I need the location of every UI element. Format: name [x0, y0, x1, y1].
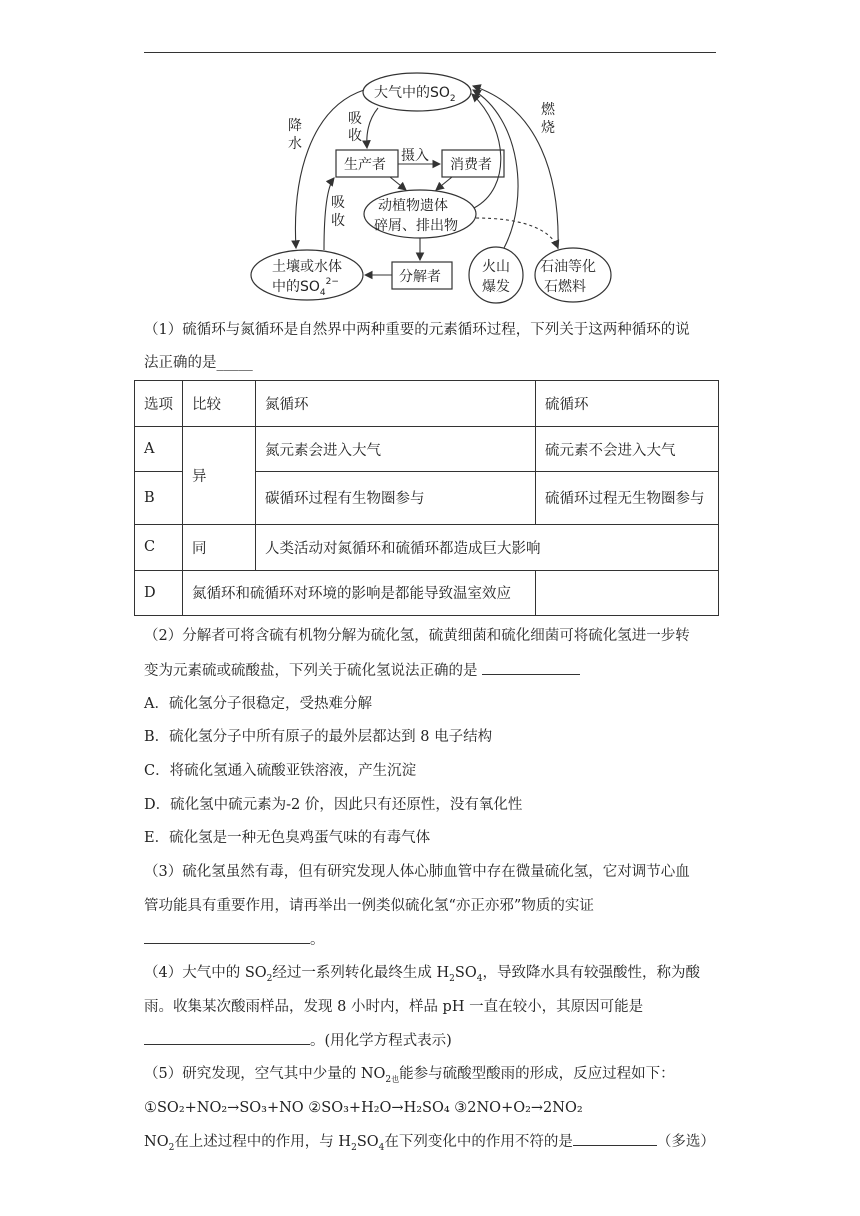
header-option: 选项: [135, 381, 183, 427]
sulfur-cycle-diagram: [240, 68, 620, 308]
q1-line1: （1）硫循环与氮循环是自然界中两种重要的元素循环过程，下列关于这两种循环的说: [144, 322, 690, 338]
row-a-sulfur: 硫元素不会进入大气: [536, 427, 719, 472]
q5-reactions: ①SO₂+NO₂→SO₃+NO ②SO₃+H₂O→H₂SO₄ ③2NO+O₂→2NO₂: [144, 1100, 583, 1116]
header-sulfur: 硫循环: [536, 381, 719, 427]
atmosphere-label: 大气中的$SO_2$: [374, 85, 456, 104]
answer-blank[interactable]: [573, 1131, 657, 1146]
label-absorb-top-1: 吸: [348, 111, 362, 127]
q4-line2: 雨。收集某次酸雨样品，发现 8 小时内，样品 pH 一直在较小，其原因可能是: [144, 999, 644, 1015]
label-absorb-left-1: 吸: [331, 195, 345, 211]
q2-option-b: B．硫化氢分子中所有原子的最外层都达到 8 电子结构: [144, 729, 493, 745]
row-b-label: B: [135, 472, 183, 524]
q2-option-e: E．硫化氢是一种无色臭鸡蛋气味的有毒气体: [144, 830, 431, 846]
arrow-absorb-top: [367, 108, 378, 148]
answer-blank[interactable]: [144, 1030, 310, 1045]
q2-option-a: A．硫化氢分子很稳定，受热难分解: [144, 696, 372, 712]
row-d-text: 氮循环和硫循环对环境的影响是都能导致温室效应: [183, 570, 536, 615]
row-b-sulfur: 硫循环过程无生物圈参与: [536, 472, 719, 524]
q4-line3: 。(用化学方程式表示): [144, 1030, 719, 1051]
remains-line1: 动植物遗体: [378, 198, 448, 214]
fossil-line1: 石油等化: [540, 259, 596, 275]
diff-cell: 异: [183, 427, 256, 524]
label-ingest: 摄入: [401, 148, 429, 164]
header-nitrogen: 氮循环: [256, 381, 536, 427]
answer-blank[interactable]: [144, 929, 310, 944]
label-rain-2: 水: [288, 136, 302, 152]
arrow-remains-fossil: [476, 218, 558, 248]
label-burn-1: 燃: [541, 102, 555, 118]
row-c-label: C: [135, 524, 183, 570]
q2-line1: （2）分解者可将含硫有机物分解为硫化氢，硫黄细菌和硫化细菌可将硫化氢进一步转: [144, 628, 690, 644]
q5-line3: $NO_2$在上述过程中的作用，与 $H_2SO_4$在下列变化中的作用不符的是 （多选）: [144, 1131, 719, 1158]
producer-label: 生产者: [344, 157, 386, 173]
row-a-nitrogen: 氮元素会进入大气: [256, 427, 536, 472]
consumer-label: 消费者: [450, 157, 492, 173]
soil-line1: 土壤或水体: [272, 259, 342, 275]
label-absorb-top-2: 收: [348, 128, 362, 144]
volcano-line1: 火山: [482, 259, 510, 275]
remains-line2: 碎屑、排出物: [374, 218, 458, 234]
label-burn-2: 烧: [541, 120, 555, 136]
row-c-text: 人类活动对氮循环和硫循环都造成巨大影响: [256, 524, 719, 570]
row-d-label: D: [135, 570, 183, 615]
arrow-producer-remains: [390, 177, 406, 190]
comparison-table: [134, 380, 719, 616]
table-row: [135, 524, 719, 570]
decomposer-label: 分解者: [399, 269, 441, 285]
row-d-empty: [536, 570, 719, 615]
q5-line1: （5）研究发现，空气其中少量的 $NO_{2也}$能参与硫酸型酸雨的形成，反应过程如下：: [144, 1066, 675, 1085]
row-a-label: A: [135, 427, 183, 472]
fossil-line2: 石燃料: [544, 279, 586, 295]
q2-option-d: D．硫化氢中硫元素为-2 价，因此只有还原性，没有氧化性: [144, 797, 523, 813]
q1-line2: 法正确的是_____: [144, 355, 253, 371]
row-b-nitrogen: 碳循环过程有生物圈参与: [256, 472, 536, 524]
table-row: [135, 427, 719, 472]
q2-line2: 变为元素硫或硫酸盐，下列关于硫化氢说法正确的是: [144, 660, 719, 681]
label-rain-1: 降: [288, 118, 302, 134]
arrow-consumer-remains: [436, 177, 452, 190]
q3-line2: 管功能具有重要作用，请再举出一例类似硫化氢“亦正亦邪”物质的实证: [144, 898, 594, 914]
soil-line2: 中的$SO_4^{2-}$: [272, 277, 339, 298]
q3-line3: 。: [144, 929, 719, 950]
volcano-line2: 爆发: [482, 279, 510, 295]
label-absorb-left-2: 收: [331, 213, 345, 229]
top-rule: [144, 52, 716, 53]
header-compare: 比较: [183, 381, 256, 427]
q3-line1: （3）硫化氢虽然有毒，但有研究发现人体心肺血管中存在微量硫化氢，它对调节心血: [144, 864, 690, 880]
q2-option-c: C．将硫化氢通入硫酸亚铁溶液，产生沉淀: [144, 763, 417, 779]
row-c-compare: 同: [183, 524, 256, 570]
table-header-row: [135, 381, 719, 427]
table-row: [135, 570, 719, 615]
answer-blank[interactable]: [482, 660, 580, 675]
q4-line1: （4）大气中的 $SO_2$经过一系列转化最终生成 $H_2SO_4$，导致降水具有较强酸性，称为酸: [144, 965, 700, 984]
